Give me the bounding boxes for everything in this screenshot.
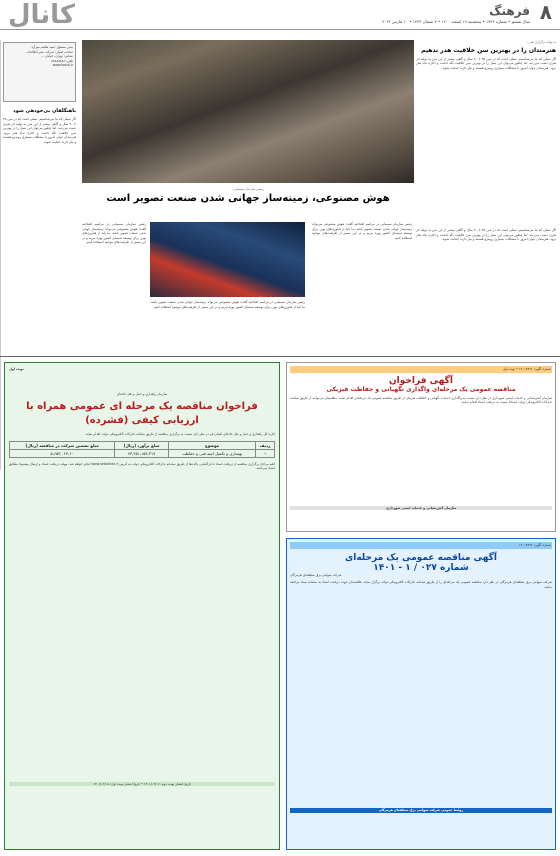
side-item: www.kanal.ir: [52, 63, 73, 67]
main-photo: [82, 40, 414, 183]
side-title: باهنگلفان بی‌خودهی شود: [13, 108, 76, 114]
ad-road-footer: تاریخ انتشار نوبت دوم: ۱۴۰۱/۰۴/۰۶ • تاریخ انتشار نوبت اول: ۱۴۰۱/۰۴/۰۵: [9, 782, 275, 787]
ad-water-number: شماره ۰۲۷ / ۱ - ۱۴۰۱: [373, 562, 469, 573]
cinema-article: [82, 187, 414, 217]
cinema-title: هوش مصنوعی، زمینه‌ساز جهانی شدن صنعت تصویر است: [106, 192, 390, 204]
ad-road-table: [9, 441, 275, 458]
side-box: [3, 42, 76, 102]
cinema-body-left: رئیس سازمان سینمایی در مراسم افتتاحیه گفت: هوش مصنوعی می‌تواند زمینه‌ساز جهانی شدن صنعت تصویر باشد. ما باید از فناوری‌های نوین برای توسعه سینمای کشور بهره ببریم و در این مسیر از ظرفیت‌های موجود استفاده کنیم.: [82, 222, 146, 244]
ad-water-body: شرکت سهامی برق منطقه‌ای هرمزگان در نظر دارد مناقصه عمومی یک مرحله‌ای را از طریق سامانه تدارکات الکترونیکی دولت برگزار نماید. علاقمندان جهت دریافت اسناد به سامانه ستاد مراجعه نمایند.: [290, 580, 552, 589]
ad-fire: [286, 362, 556, 532]
cinema-kicker: رئیس سازمان سینمایی:: [232, 187, 264, 191]
ad-road-title: فراخوان مناقصه یک مرحله ای عمومی همراه با ارزیابی کیفی (فشرده): [26, 401, 258, 426]
brand-logo: کانال: [8, 0, 75, 30]
ad-water-title: آگهی مناقصه عمومی یک مرحله‌ای: [345, 552, 497, 563]
ad-water: [286, 538, 556, 850]
section-title: فرهنگ: [489, 4, 530, 18]
table-row: ۱ بهسازی و تکمیل ابنیه فنی و حفاظت ۷۳,۲۵۱,۱۵۳,۳۱۷ ۵,۶۵۳,۰۲۴,۶۰: [10, 449, 275, 457]
ad-water-org: شرکت سهامی برق منطقه‌ای هرمزگان: [290, 572, 342, 577]
top-article: [416, 40, 556, 225]
side-body: اگر نسلی که ما می‌شناسیم، نسلی است که در سن ۳۵ تا ۴۰ سال و گاهی بیشتر از این سن به تولید اثر هنری دست می‌زنند، اما چطور می‌توان این نسل را در بهترین سن خلاقیت نگه داشت و اجازه نداد هدر برود. هنرمندان جوان امروز با مشکلات بسیاری روبه‌رو هستند و نیاز دارند حمایت شوند.: [3, 117, 76, 144]
divider: [0, 356, 560, 357]
page-number: ۸: [539, 0, 552, 24]
ad-water-header: شماره آگهی: ۱۴۰۱۴۸۹۲: [290, 542, 552, 549]
table-header: ردیف: [256, 441, 275, 449]
cinema-body-right: رئیس سازمان سینمایی در مراسم افتتاحیه گفت: هوش مصنوعی می‌تواند زمینه‌ساز جهانی شدن صنعت تصویر باشد. ما باید از فناوری‌های نوین برای توسعه سینمای کشور بهره ببریم و در این مسیر از ظرفیت‌های موجود استفاده کنیم.: [312, 222, 412, 240]
side-item: تلفن: ۸۸۸۸۸۸۸۸: [51, 58, 73, 63]
top-body: اگر نسلی که ما می‌شناسیم، نسلی است که در سن ۳۵ تا ۴۰ سال و گاهی بیشتر از این سن به تولید اثر هنری دست می‌زنند، اما چطور می‌توان این نسل را در بهترین سن خلاقیت نگه داشت و اجازه نداد هدر برود. هنرمندان جوان امروز با مشکلات بسیاری روبه‌رو هستند و نیاز دارند حمایت شوند.: [416, 56, 556, 70]
table-header: مبلغ برآورد (ریال): [115, 441, 169, 449]
ad-water-footer: روابط عمومی شرکت سهامی برق منطقه‌ای هرمزگان: [290, 808, 552, 813]
ad-fire-footer: سازمان آتش‌نشانی و خدمات ایمنی شهرداری: [290, 506, 552, 511]
ad-fire-title: آگهی فراخوان: [389, 375, 453, 386]
masthead: [0, 0, 560, 30]
top-body-continued: اگر نسلی که ما می‌شناسیم، نسلی است که در سن ۳۵ تا ۴۰ سال و گاهی بیشتر از این سن به تولید اثر هنری دست می‌زنند، اما چطور می‌توان این نسل را در بهترین سن خلاقیت نگه داشت و اجازه نداد هدر برود. هنرمندان جوان امروز با مشکلات بسیاری روبه‌رو هستند و نیاز دارند حمایت شوند.: [416, 228, 556, 241]
side-item: نشانی: تهران، خیابان ...: [41, 54, 73, 58]
ad-fire-header: شماره آگهی: ۱۴۰۱۴۸۹۱ • نوبت اول: [290, 366, 552, 373]
table-header: مبلغ تضمین شرکت در مناقصه (ریال): [10, 441, 115, 449]
top-kicker: به بهانه برگزاری هنر...: [526, 40, 556, 44]
cinema-photo: [150, 222, 305, 297]
cinema-body-bottom: رئیس سازمان سینمایی در مراسم افتتاحیه گفت: هوش مصنوعی می‌تواند زمینه‌ساز جهانی شدن صنعت تصویر باشد. ما باید از فناوری‌های نوین برای توسعه سینمای کشور بهره ببریم و در این مسیر از ظرفیت‌های موجود استفاده کنیم.: [150, 300, 305, 309]
date-line: سال ششم • شماره ۱۹۲۴ • پنجشنبه ۱۹ اسفند ۱۴۰۰ • ۷ شعبان ۱۴۴۳ • ۱۰ مارس ۲۰۲۲: [382, 20, 530, 24]
ad-road-intro: اداره کل راهداری و حمل و نقل جاده‌ای استان قم در نظر دارد نسبت به برگزاری مناقصه از طریق سامانه تدارکات الکترونیکی دولت اقدام نماید.: [85, 432, 275, 436]
ad-road-body: کلیه مراحل برگزاری مناقصه از دریافت اسناد تا بازگشایی پاکت‌ها از طریق سامانه تدارکات الکترونیکی دولت به آدرس www.setadiran.ir انجام خواهد شد. مهلت دریافت اسناد و ارسال پیشنهاد مطابق اسناد می‌باشد.: [9, 461, 275, 470]
ad-road-org: سازمان راهداری و حمل و نقل جاده‌ای: [116, 391, 168, 396]
ad-fire-body: سازمان آتش‌نشانی و خدمات ایمنی شهرداری در نظر دارد نسبت به واگذاری خدمات نگهبانی و حفاظت فیزیکی از طریق مناقصه عمومی یک مرحله‌ای اقدام نماید. متقاضیان می‌توانند از طریق سامانه تدارکات الکترونیکی دولت (ستاد) نسبت به دریافت اسناد اقدام نمایند.: [290, 395, 552, 404]
side-item: صاحب امتیاز: شرکت نشر اطلاعات: [26, 49, 73, 54]
top-title: هنرمندان را در بهترین سن خلاقیت هدر ندهیم: [421, 46, 556, 54]
ad-road-tag: نوبت اول: [9, 367, 24, 371]
ad-fire-subtitle: مناقصه عمومی یک مرحله‌ای واگذاری نگهبانی و حفاظت فیزیکی: [326, 385, 516, 393]
table-header: موضوع: [168, 441, 255, 449]
side-item: مدیر مسئول: سید هاشم میرآرد: [31, 45, 73, 49]
ad-road: [4, 362, 280, 850]
